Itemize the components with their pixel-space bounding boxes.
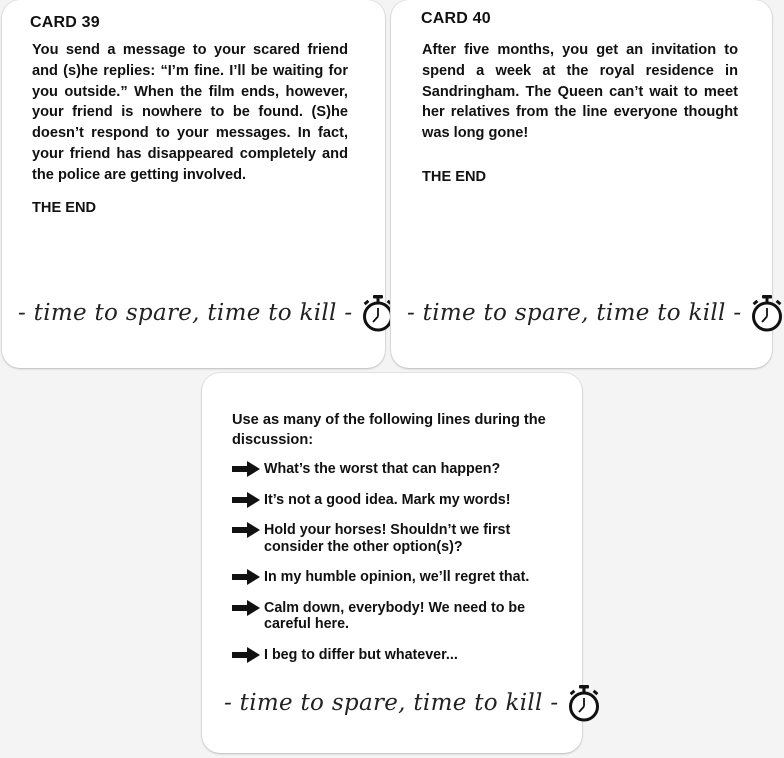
right-arrow-icon — [232, 461, 260, 477]
card-title: CARD 40 — [421, 10, 491, 27]
line-text: Hold your horses! Shouldn’t we first consider the other option(s)? — [264, 522, 511, 555]
list-item — [232, 600, 562, 633]
discussion-lines-card — [202, 373, 582, 753]
tagline: - time to spare, time to kill - — [224, 690, 559, 716]
the-end-label: THE END — [32, 200, 97, 216]
card-body: After five months, you get an invitation to spend a week at the royal residence in Sandringham. The Queen can’t wait to meet her relatives from the line everyone thought was long gone! — [422, 42, 738, 142]
list-item — [232, 522, 522, 555]
list-item — [232, 492, 572, 509]
list-item — [232, 569, 532, 586]
right-arrow-icon — [232, 569, 260, 585]
lines-list — [232, 461, 572, 663]
line-text: I beg to differ but whatever... — [264, 646, 458, 663]
card-footer — [407, 294, 784, 332]
right-arrow-icon — [232, 647, 260, 663]
list-item — [232, 461, 572, 478]
lines-intro: Use as many of the following lines during the discussion: — [232, 412, 546, 448]
card-40 — [391, 0, 772, 368]
card-footer — [224, 684, 602, 722]
tagline: - time to spare, time to kill - — [18, 300, 353, 326]
line-text: What’s the worst that can happen? — [264, 461, 501, 477]
list-item — [232, 647, 572, 664]
tagline: - time to spare, time to kill - — [407, 300, 742, 326]
card-body: You send a message to your scared friend and (s)he replies: “I’m fine. I’ll be waiting for you outside.” When the film ends, however, your friend is nowhere to be found. (S)he doesn’t respond to your messages. In fact, your friend has disappeared completely and the police are getting involved. — [32, 42, 348, 183]
right-arrow-icon — [232, 600, 260, 616]
right-arrow-icon — [232, 492, 260, 508]
stopwatch-icon — [749, 294, 784, 332]
line-text: It’s not a good idea. Mark my words! — [264, 491, 511, 508]
line-text: Calm down, everybody! We need to be careful here. — [264, 599, 526, 632]
card-title: CARD 39 — [30, 14, 100, 31]
the-end-label: THE END — [422, 169, 487, 185]
right-arrow-icon — [232, 522, 260, 538]
card-39 — [2, 0, 385, 368]
stopwatch-icon — [566, 684, 602, 722]
line-text: In my humble opinion, we’ll regret that. — [264, 569, 530, 585]
card-footer — [18, 294, 396, 332]
